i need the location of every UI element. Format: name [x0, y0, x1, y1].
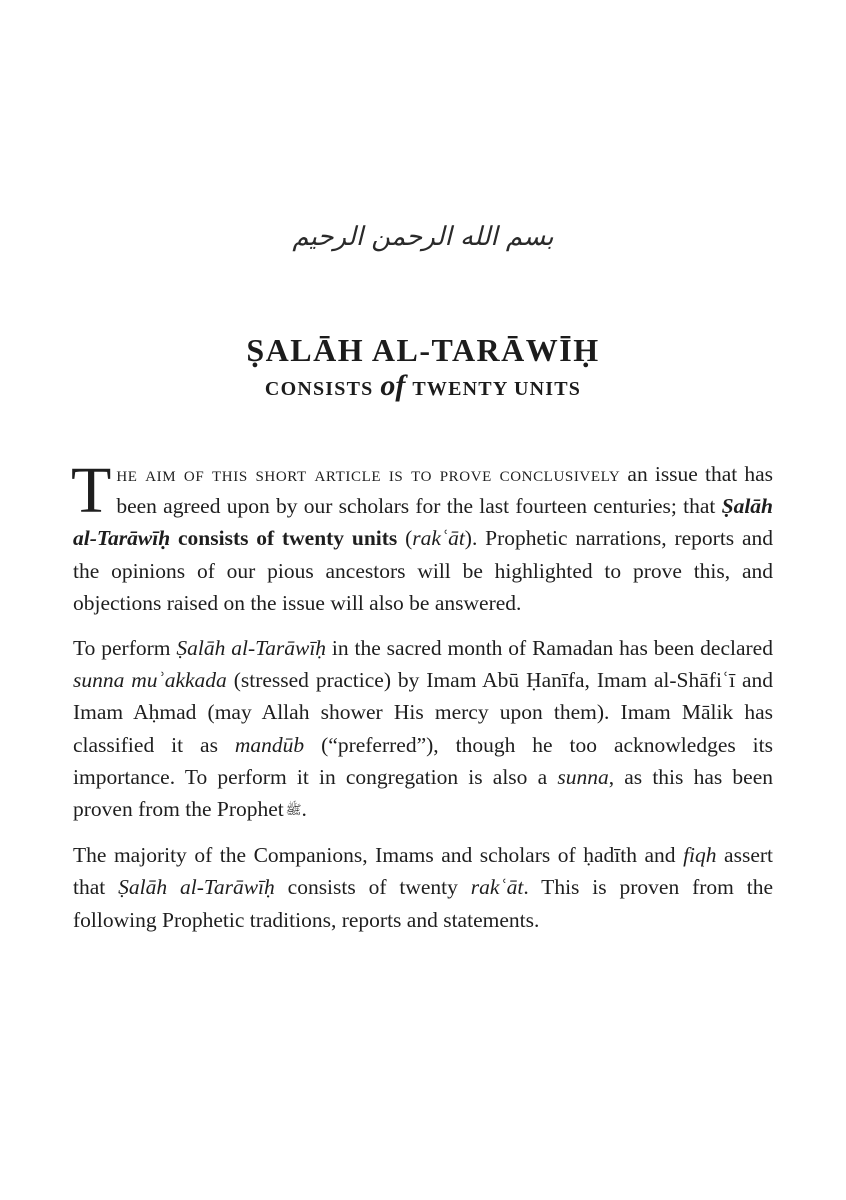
status-mandub-italic: mandūb — [234, 732, 305, 757]
paragraph-intro — [71, 454, 773, 619]
status-text-d: (“preferred”), though he too acknowledges its importance. To perform it in congregation is also a — [73, 732, 773, 789]
paragraph-status — [73, 632, 773, 826]
article-body — [71, 454, 774, 949]
majority-text-d: . This is proven from the following Prophetic traditions, reports and statements. — [73, 875, 773, 932]
majority-rakat-italic: rakʿāt — [470, 875, 524, 900]
status-text-c: (stressed practice) by Imam Abū Ḥanīfa, Imam al-Shāfiʿī and Imam Aḥmad (may Allah shower His mercy upon them). Imam Mālik has classified it as — [73, 668, 774, 757]
page-title: ṢALĀH AL-TARĀWĪḤ — [246, 332, 600, 368]
majority-salah-italic: Ṣalāh al-Tarāwīḥ — [118, 875, 275, 900]
intro-rakat-italic: rakʿāt — [412, 526, 465, 551]
intro-text-c: ). Prophetic narrations, reports and the opinions of our pious ancestors will be highlighted to prove this, and objections raised on the issue will also be answered. — [73, 526, 773, 615]
intro-text-a: an issue that has been agreed upon by our scholars for the last fourteen centuries; that — [116, 462, 773, 519]
drop-cap: T — [71, 454, 112, 527]
status-sunna-italic: sunna muʾakkada — [73, 668, 227, 693]
paragraph-majority — [73, 839, 773, 936]
subtitle-consists: CONSISTS — [264, 378, 374, 400]
status-text-f: . — [301, 797, 307, 822]
status-salah-italic: Ṣalāh al-Tarāwīḥ — [176, 636, 327, 661]
majority-text-b: assert that — [73, 843, 773, 900]
smallcaps-lead: he aim of this short article is to prove conclusively — [116, 462, 621, 486]
subtitle-twenty-units: TWENTY UNITS — [412, 378, 582, 400]
majority-text-a: The majority of the Companions, Imams and scholars of ḥadīth and — [73, 843, 684, 868]
subtitle-of: of — [380, 369, 406, 402]
basmala-calligraphy: بسم الله الرحمن الرحيم — [292, 222, 554, 252]
status-text-b: in the sacred month of Ramadan has been declared — [326, 636, 773, 661]
intro-text-b: ( — [397, 526, 413, 551]
intro-salah-bold-italic: Ṣalāh al-Tarāwīḥ — [73, 494, 773, 551]
status-text-e: , as this has been proven from the Prophet — [73, 764, 773, 822]
salutation-glyph: ﷺ — [285, 802, 302, 818]
intro-bold-claim: consists of twenty units — [170, 526, 398, 551]
majority-fiqh-italic: fiqh — [683, 843, 717, 868]
status-text-a: To perform — [73, 636, 177, 661]
status-sunna2-italic: sunna — [557, 764, 609, 789]
majority-text-c: consists of twenty — [274, 875, 471, 900]
page-subtitle — [0, 369, 846, 403]
